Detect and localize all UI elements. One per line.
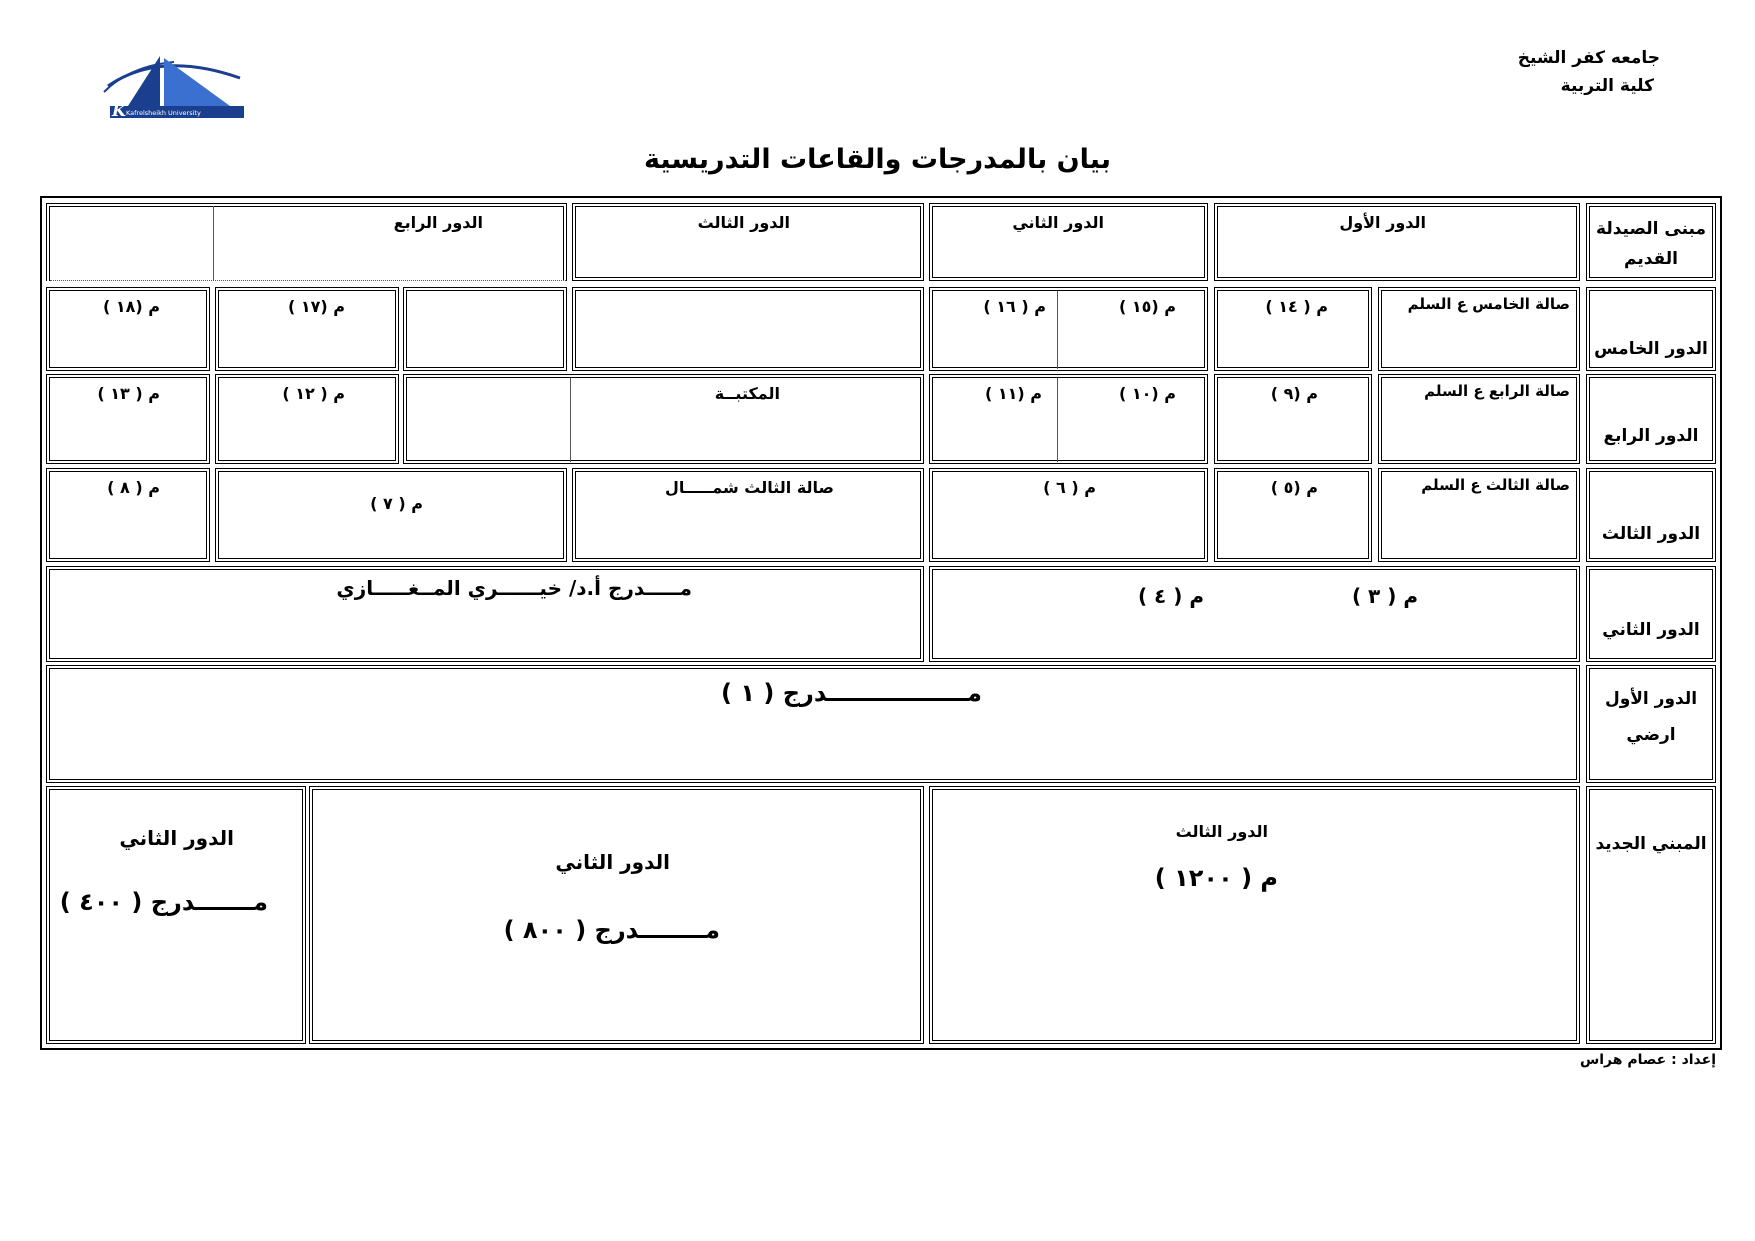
col-header-first-floor: الدور الأول (1214, 203, 1580, 281)
library: المكتبــة (403, 374, 924, 464)
room-17: م (١٧ ) (215, 287, 399, 371)
col-header-fourth-floor: الدور الرابع (46, 203, 567, 281)
new-building-label: المبني الجديد (1586, 786, 1716, 1044)
svg-text:K: K (112, 101, 126, 120)
room-13: م ( ١٣ ) (46, 374, 210, 464)
university-logo (100, 48, 250, 120)
room-6: م ( ٦ ) (929, 468, 1208, 562)
floor5-third-empty (572, 287, 924, 371)
floor4-label: الدور الرابع (1586, 374, 1716, 464)
old-building-label: مبنى الصيدلة القديم (1586, 203, 1716, 281)
room-14: م ( ١٤ ) (1214, 287, 1372, 371)
floor5-fourth-empty (403, 287, 567, 371)
room-12: م ( ١٢ ) (215, 374, 399, 464)
page-title: بيان بالمدرجات والقاعات التدريسية (644, 144, 1111, 175)
amphi-khairy: مـــــدرج أ.د/ خيــــــري المــغـــــازي (46, 566, 924, 662)
floor3-hall: صالة الثالث ع السلم (1378, 468, 1580, 562)
room-7: م ( ٧ ) (215, 468, 567, 562)
svg-text:Kafrelsheikh University: Kafrelsheikh University (126, 109, 201, 117)
room-15-16: م (١٥ ) م ( ١٦ ) (929, 287, 1208, 371)
floor1-label: الدور الأول ارضي (1586, 665, 1716, 783)
room-9: م (٩ ) (1214, 374, 1372, 464)
faculty-name: كلية التربية (1560, 76, 1654, 96)
col-header-third-floor: الدور الثالث (572, 203, 924, 281)
logo-icon (100, 48, 250, 120)
new-second-floor-400: الدور الثاني مـــــــدرج ( ٤٠٠ ) (46, 786, 306, 1044)
floor5-label: الدور الخامس (1586, 287, 1716, 371)
university-name: جامعه كفر الشيخ (1517, 48, 1660, 68)
room-18: م (١٨ ) (46, 287, 210, 371)
col-header-second-floor: الدور الثاني (929, 203, 1208, 281)
prepared-by: إعداد : عصام هراس (1579, 1052, 1716, 1068)
floor5-hall: صالة الخامس ع السلم (1378, 287, 1580, 371)
floor3-north-hall: صالة الثالث شمـــــال (572, 468, 924, 562)
amphi-1: مـــــــــــــــــدرج ( ١ ) (46, 665, 1580, 783)
room-5: م (٥ ) (1214, 468, 1372, 562)
floor3-label: الدور الثالث (1586, 468, 1716, 562)
floor4-hall: صالة الرابع ع السلم (1378, 374, 1580, 464)
floor2-label: الدور الثاني (1586, 566, 1716, 662)
new-third-floor: الدور الثالث م ( ١٢٠٠ ) (929, 786, 1580, 1044)
new-second-floor-800: الدور الثاني مــــــــدرج ( ٨٠٠ ) (309, 786, 924, 1044)
room-8: م ( ٨ ) (46, 468, 210, 562)
rooms-3-4: م ( ٣ ) م ( ٤ ) (929, 566, 1580, 662)
room-10-11: م (١٠ ) م (١١ ) (929, 374, 1208, 464)
